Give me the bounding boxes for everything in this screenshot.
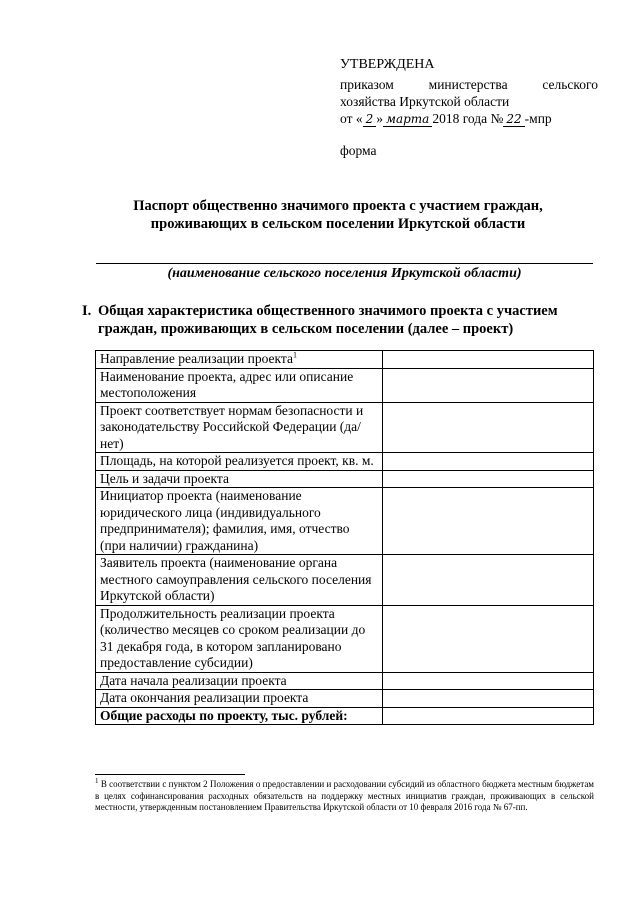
row-label: Заявитель проекта (наименование органа местного самоуправления сельского поселения Иркутской области) [96,555,383,606]
table-row [96,672,594,690]
row-value-cell[interactable] [383,402,594,453]
section-heading [82,302,602,338]
row-value-cell[interactable] [383,690,594,708]
settlement-name-line [96,263,593,264]
table-row [96,690,594,708]
row-label: Дата начала реализации проекта [96,672,383,690]
footnote-text: В соответствии с пунктом 2 Положения о предоставлении и расходовании субсидий из областного бюджета местным бюджетам в целях софинансирования расходных обязательств на поддержку местных инициатив граждан, проживающих в сельской местности, утвержденным постановлением Правительства Иркутской области от 10 февраля 2016 года № 67-пп. [95,779,595,812]
row-label: Направление реализации проекта$^1$ [96,351,383,369]
approval-heading: УТВЕРЖДЕНА [340,57,435,72]
order-suffix: -мпр [524,111,552,126]
approval-line-2: хозяйства Иркутской области [340,94,510,109]
approval-line-1: приказом министерства сельского [340,77,598,92]
table-row [96,555,594,606]
settlement-name-caption: (наименование сельского поселения Иркутской области) [167,266,522,281]
table-row [96,453,594,471]
row-label: Дата окончания реализации проекта [96,690,383,708]
table-row [96,402,594,453]
approval-date-line [340,110,598,128]
row-value-cell[interactable] [383,488,594,555]
section-line-2: граждан, проживающих в сельском поселении (далее – проект) [98,321,514,337]
table-row [96,605,594,672]
table-row [96,707,594,725]
row-value-cell[interactable] [383,707,594,725]
row-value-cell[interactable] [383,672,594,690]
section-line-1: Общая характеристика общественного значимого проекта с участием [98,303,558,319]
document-title [100,197,576,233]
row-label: Цель и задачи проекта [96,470,383,488]
table-row [96,368,594,402]
footnote [95,779,594,814]
row-label: Инициатор проекта (наименование юридического лица (индивидуального предпринимателя); фамилия, имя, отчество (при наличии) гражданина) [96,488,383,555]
table-row [96,351,594,369]
row-value-cell[interactable] [383,605,594,672]
row-label-total: Общие расходы по проекту, тыс. рублей: [96,707,383,725]
section-number: I. [82,303,92,319]
row-value-cell[interactable] [383,470,594,488]
row-value-cell[interactable] [383,555,594,606]
order-number: 22 [503,112,524,127]
table-row [96,488,594,555]
title-line-2: проживающих в сельском поселении Иркутской области [150,216,526,232]
approval-block [340,56,598,159]
date-month: марта [383,112,432,127]
footnote-rule [95,774,245,775]
row-label: Площадь, на которой реализуется проект, кв. м. [96,453,383,471]
row-value-cell[interactable] [383,368,594,402]
date-day: 2 [363,112,377,127]
row-label: Наименование проекта, адрес или описание местоположения [96,368,383,402]
form-label: форма [340,143,377,158]
title-line-1: Паспорт общественно значимого проекта с участием граждан, [133,198,543,214]
row-value-cell[interactable] [383,453,594,471]
table-row [96,470,594,488]
row-label: Продолжительность реализации проекта (количество месяцев со сроком реализации до 31 декабря года, в котором запланировано предоставление субсидии) [96,605,383,672]
footnote-mark: 1 [95,777,99,785]
date-year: 2018 года № [432,111,504,126]
footnote-ref: 1 [292,350,297,360]
row-value-cell[interactable] [383,351,594,369]
row-label: Проект соответствует нормам безопасности и законодательству Российской Федерации (да/нет) [96,402,383,453]
date-mid: » [376,111,383,126]
passport-table [95,350,594,725]
date-prefix: от « [340,111,363,126]
